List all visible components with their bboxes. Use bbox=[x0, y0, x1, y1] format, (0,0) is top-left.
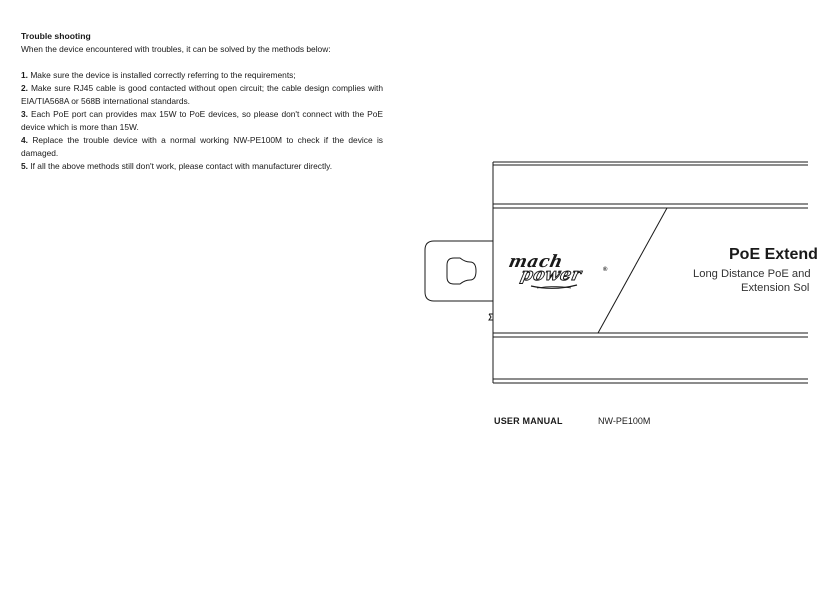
section-heading: Trouble shooting bbox=[21, 31, 91, 41]
product-tagline-line2: Extension Sol bbox=[741, 282, 810, 294]
brand-logo bbox=[507, 252, 611, 292]
registered-mark: ® bbox=[603, 267, 608, 273]
logo-swoosh-icon bbox=[529, 282, 579, 290]
logo-text-power: power bbox=[518, 265, 584, 285]
step-item: 4. Replace the trouble device with a normal working NW-PE100M to check if the device is damaged. bbox=[21, 135, 383, 158]
step-item: 2. Make sure RJ45 cable is good contacted without open circuit; the cable design complies with EIA/TIA568A or 568B international standards. bbox=[21, 83, 383, 106]
section-intro: When the device encountered with troubles, it can be solved by the methods below: bbox=[21, 44, 331, 54]
troubleshooting-steps bbox=[21, 69, 383, 173]
product-tagline-line1: Long Distance PoE and bbox=[693, 268, 811, 280]
step-item: 1. Make sure the device is installed correctly referring to the requirements; bbox=[21, 70, 296, 80]
step-item: 5. If all the above methods still don't work, please contact with manufacturer directly. bbox=[21, 161, 333, 171]
model-number: NW-PE100M bbox=[598, 416, 651, 426]
logo-text-mach: mach bbox=[506, 252, 565, 272]
product-title: PoE Extend bbox=[729, 246, 818, 263]
step-item: 3. Each PoE port can provides max 15W to PoE devices, so please don't connect with the PoE device which is more than 15W. bbox=[21, 109, 383, 132]
troubleshooting-section bbox=[21, 30, 383, 173]
user-manual-label: USER MANUAL bbox=[494, 416, 563, 426]
